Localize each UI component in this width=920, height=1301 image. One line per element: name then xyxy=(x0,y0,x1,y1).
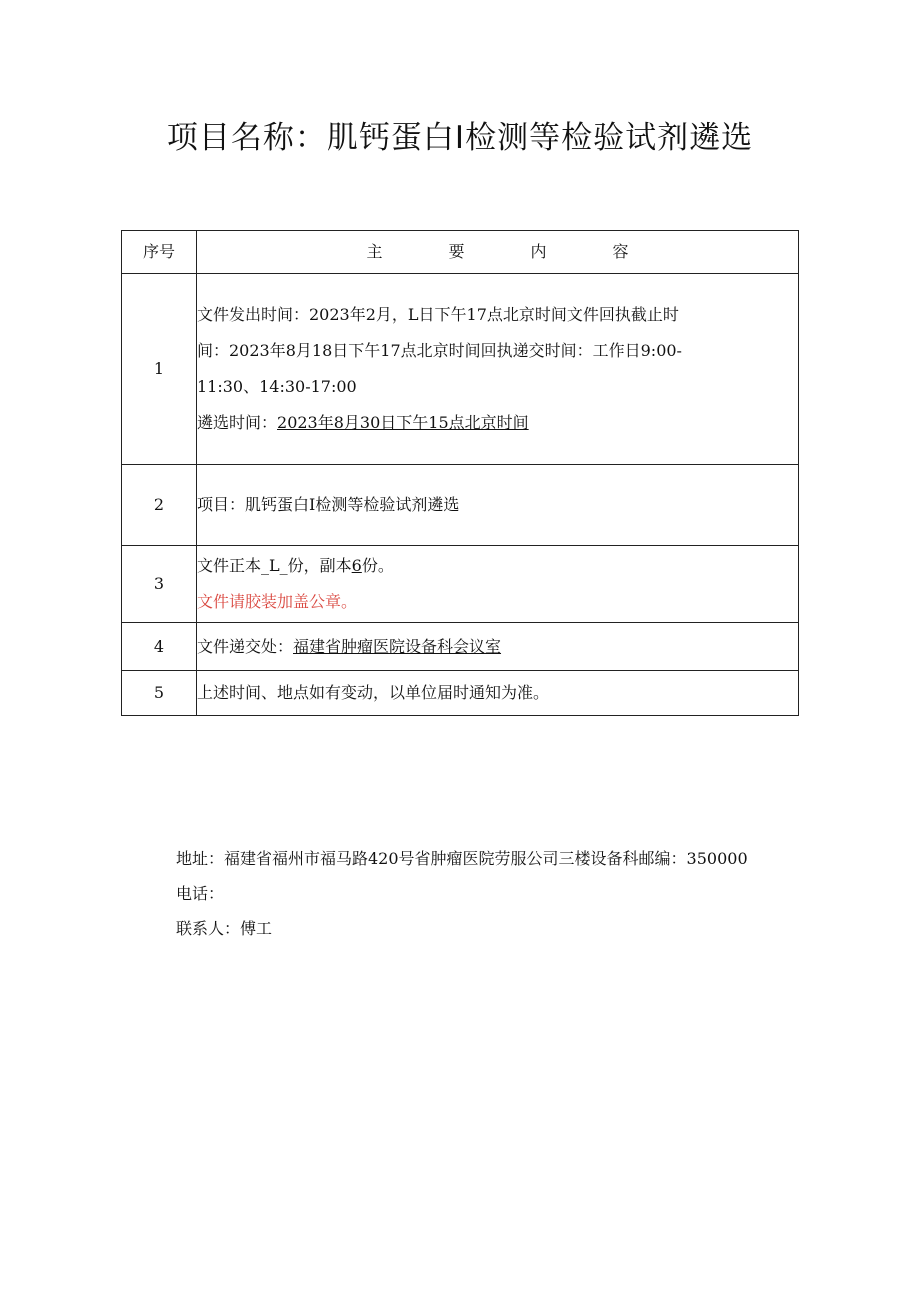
header-char: 要 xyxy=(448,242,465,261)
selection-time-value: 2023年8月30日下午15点北京时间 xyxy=(277,413,529,432)
table-header-row xyxy=(122,231,799,274)
row-number: 3 xyxy=(122,546,197,623)
schedule-line: 文件发出时间：2023年2月，L日下午17点北京时间文件回执截止时 xyxy=(197,305,679,324)
contact-person-line: 联系人：傅工 xyxy=(176,919,273,938)
row-number: 2 xyxy=(122,465,197,546)
copies-suffix: 份。 xyxy=(361,556,394,575)
table-row xyxy=(122,465,799,546)
row-number: 1 xyxy=(122,274,197,465)
phone-line: 电话： xyxy=(176,884,225,903)
header-content xyxy=(197,231,799,274)
row-content xyxy=(197,274,799,465)
row-number: 4 xyxy=(122,623,197,671)
copies-text: 文件正本_L_份，副本 xyxy=(197,556,352,575)
schedule-line: 间：2023年8月18日下午17点北京时间回执递交时间：工作日9:00- xyxy=(197,341,682,360)
table-row xyxy=(122,623,799,671)
selection-time-line xyxy=(197,405,798,441)
address-line: 地址：福建省福州市福马路420号省肿瘤医院劳服公司三楼设备科邮编：350000 xyxy=(176,849,748,868)
header-char: 内 xyxy=(530,242,547,261)
binding-note: 文件请胶装加盖公章。 xyxy=(197,592,358,611)
header-number: 序号 xyxy=(122,231,197,274)
schedule-line: 11:30、14:30-17:00 xyxy=(197,377,357,396)
table-row xyxy=(122,671,799,716)
row-number: 5 xyxy=(122,671,197,716)
row-content xyxy=(197,623,799,671)
contact-block xyxy=(176,841,748,946)
table-row xyxy=(122,546,799,623)
submission-location: 福建省肿瘤医院设备科会议室 xyxy=(293,636,502,656)
row-content xyxy=(197,546,799,623)
copies-value: 6 xyxy=(351,556,362,575)
row-content: 项目：肌钙蛋白Ⅰ检测等检验试剂遴选 xyxy=(197,465,799,546)
header-content-label xyxy=(367,234,629,270)
document-title: 项目名称：肌钙蛋白Ⅰ检测等检验试剂遴选 xyxy=(166,120,754,156)
header-char: 容 xyxy=(612,242,629,261)
submission-label: 文件递交处： xyxy=(197,636,294,656)
info-table xyxy=(121,230,799,716)
row-content: 上述时间、地点如有变动，以单位届时通知为准。 xyxy=(197,671,799,716)
copies-line xyxy=(197,548,798,584)
table-row xyxy=(122,274,799,465)
header-char: 主 xyxy=(366,242,383,261)
selection-time-label: 遴选时间： xyxy=(197,413,278,432)
